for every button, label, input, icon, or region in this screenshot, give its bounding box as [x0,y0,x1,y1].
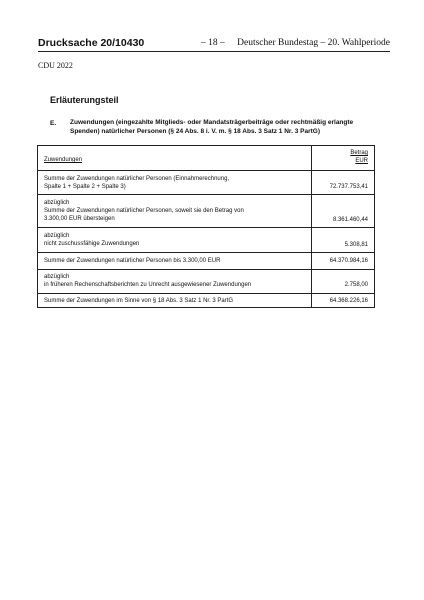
row-divider [38,252,374,253]
table-row-label [44,297,306,305]
column-header-amount-line-1: Betrag [350,150,368,156]
row-divider [38,293,374,294]
section-title: Erläuterungsteil [50,95,119,105]
section-heading-line-1: Zuwendungen (eingezahlte Mitglieds- oder Mandatsträgerbeiträge oder rechtmäßig erlangte [70,119,354,126]
row-text: Summe der Zuwendungen natürlicher Personen bis 3.300,00 EUR [44,258,221,264]
row-divider [38,194,374,195]
table-row-label [44,273,306,289]
row-text: Spalte 1 + Spalte 2 + Spalte 3) [44,184,126,190]
row-text: nicht zuschussfähige Zuwendungen [44,241,140,247]
table-row-value: 64.370.984,16 [329,258,368,264]
row-text: abzüglich [44,200,70,206]
row-divider [38,227,374,228]
table-row-label [44,232,306,248]
table-row-label [44,175,306,191]
table-row-label [44,199,306,223]
section-heading-line-2: Spenden) natürlicher Personen (§ 24 Abs. 8 i. V. m. § 18 Abs. 3 Satz 1 Nr. 3 PartG) [70,128,320,135]
table-row-value: 8.361.460,44 [332,217,368,223]
table-row-value: 72.737.753,41 [329,184,368,190]
page-number: – 18 – [201,38,225,48]
running-header [38,37,390,52]
row-text: Summe der Zuwendungen natürlicher Personen, soweit sie den Betrag von [44,208,244,214]
column-header-label [44,156,306,164]
row-text: abzüglich [44,233,70,239]
section-letter: E. [50,120,57,127]
table-row-value: 5.308,81 [344,242,368,248]
donations-table [37,145,375,308]
document-number: Drucksache 20/10430 [38,37,145,49]
table-row-label [44,257,306,265]
table-row-value: 64.368.226,16 [329,298,368,304]
publisher: Deutscher Bundestag – 20. Wahlperiode [237,38,390,48]
row-text: Summe der Zuwendungen im Sinne von § 18 Abs. 3 Satz 1 Nr. 3 PartG [44,298,234,304]
section-heading [70,118,390,136]
row-text: abzüglich [44,274,70,280]
column-header-amount [310,149,368,165]
column-header-text: Zuwendungen [44,157,83,163]
row-divider [38,269,374,270]
row-text: 3.300,00 EUR übersteigen [44,216,115,222]
column-header-amount-line-2: EUR [355,158,368,164]
row-text: Summe der Zuwendungen natürlicher Personen (Einnahmerechnung, [44,176,230,182]
party-label: CDU 2022 [38,61,73,70]
table-row-value: 2.758,00 [344,282,368,288]
row-divider [38,170,374,171]
row-text: in früheren Rechenschaftsberichten zu Unrecht ausgewiesener Zuwendungen [44,282,252,288]
